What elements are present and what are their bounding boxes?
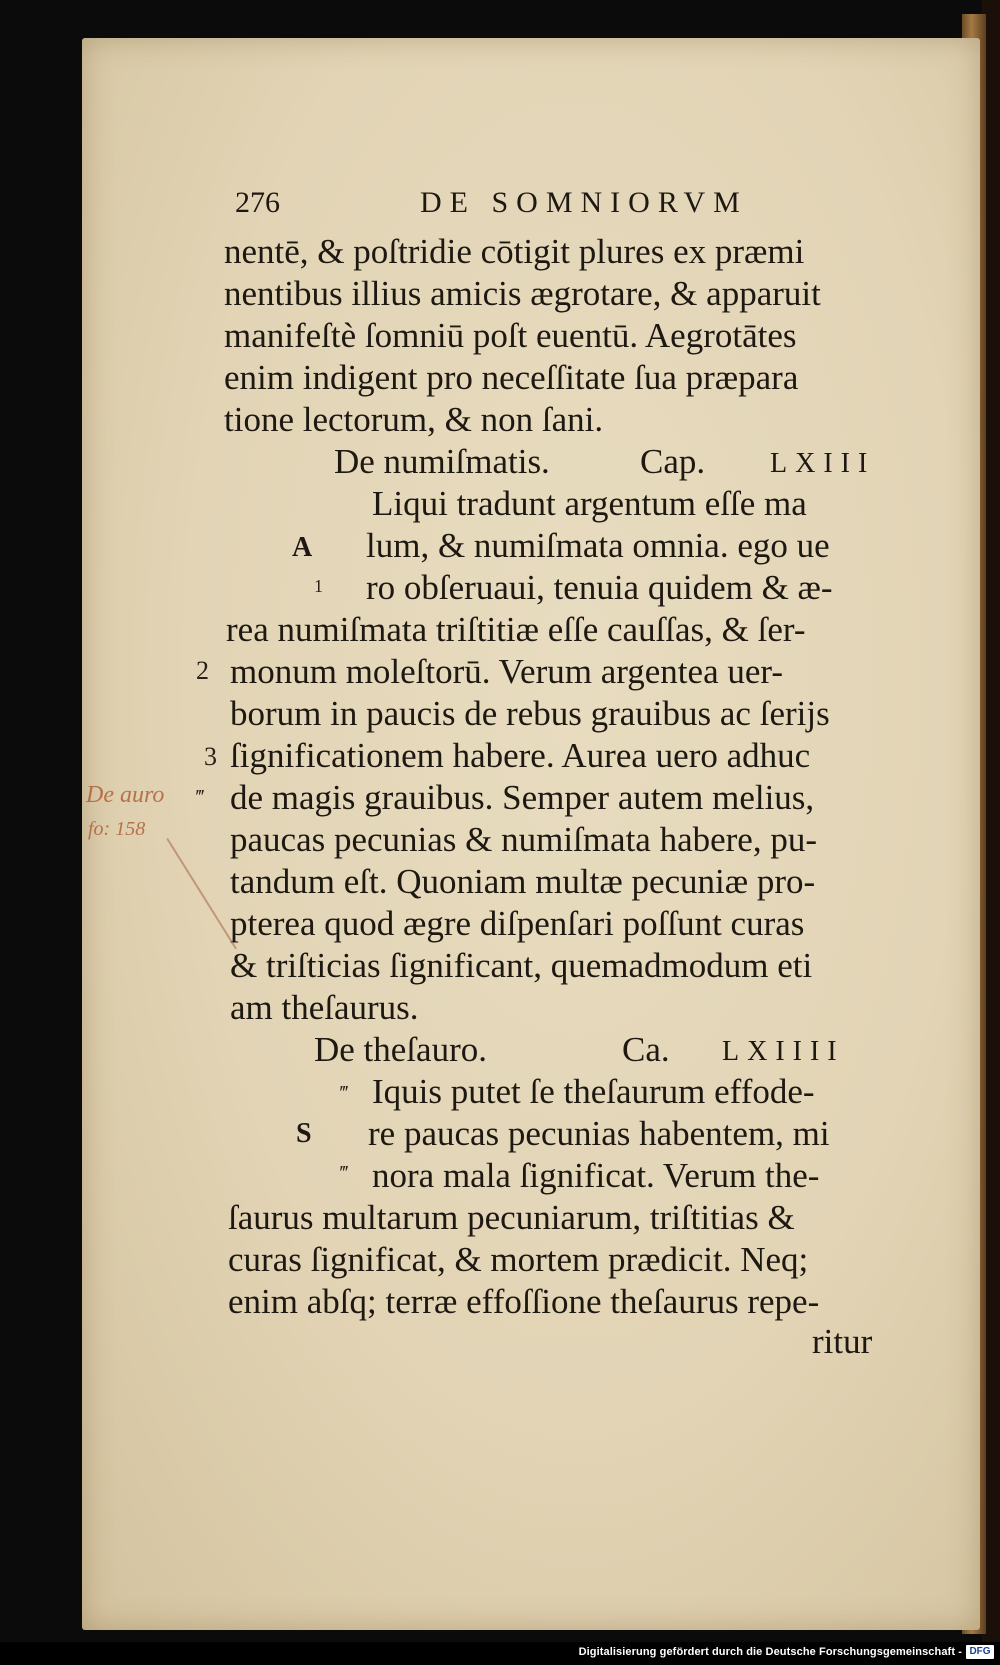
chapter-number: LXIIII bbox=[722, 1036, 845, 1067]
catchword: ritur bbox=[812, 1322, 873, 1361]
guide-letter: A bbox=[292, 532, 313, 563]
text-line: re paucas pecunias habentem, mi bbox=[368, 1114, 830, 1153]
text-line: & triſticias ſignificant, quemadmodum eti bbox=[230, 946, 813, 985]
margin-mark: 2 bbox=[196, 656, 209, 685]
guide-letter: S bbox=[296, 1118, 312, 1149]
text-line: nentē, & poſtridie cōtigit plures ex præmi bbox=[224, 232, 805, 271]
text-line: lum, & numiſmata omnia. ego ue bbox=[366, 526, 830, 565]
text-line: rea numiſmata triſtitiæ eſſe cauſſas, & ſer- bbox=[226, 610, 806, 649]
chapter-cap-label: Ca. bbox=[622, 1030, 670, 1069]
text-line: am theſaurus. bbox=[230, 988, 419, 1027]
text-line: tandum eſt. Quoniam multæ pecuniæ pro- bbox=[230, 862, 816, 901]
text-line: monum moleſtorū. Verum argentea uer- bbox=[230, 652, 783, 691]
margin-mark: ‴ bbox=[340, 1082, 349, 1104]
chapter-cap-label: Cap. bbox=[640, 442, 706, 481]
chapter-title: De numiſmatis. bbox=[334, 442, 550, 481]
text-line: pterea quod ægre diſpenſari poſſunt curas bbox=[230, 904, 805, 943]
chapter-title: De theſauro. bbox=[314, 1030, 487, 1069]
margin-mark: 1 bbox=[314, 576, 323, 596]
dfg-logo: DFG bbox=[966, 1645, 994, 1659]
text-line: manifeſtè ſomniū poſt euentū. Aegrotātes bbox=[224, 316, 797, 355]
running-head: DE SOMNIORVM bbox=[420, 186, 748, 219]
text-line: enim indigent pro neceſſitate ſua præpara bbox=[224, 358, 799, 397]
handwritten-note: fo: 158 bbox=[88, 818, 146, 840]
text-line: ſaurus multarum pecuniarum, triſtitias & bbox=[228, 1198, 795, 1237]
chapter-number: LXIII bbox=[770, 448, 876, 479]
page-number: 276 bbox=[235, 186, 280, 219]
footer-credit: Digitalisierung gefördert durch die Deutsche Forschungsgemeinschaft - bbox=[578, 1646, 962, 1658]
handwritten-note: De auro bbox=[86, 782, 165, 808]
text-line: de magis grauibus. Semper autem melius, bbox=[230, 778, 815, 817]
margin-mark: ‴ bbox=[196, 786, 205, 808]
text-line: enim abſq; terræ effoſſione theſaurus repe- bbox=[228, 1282, 820, 1321]
text-line: borum in paucis de rebus grauibus ac ſerijs bbox=[230, 694, 830, 733]
margin-mark: 3 bbox=[204, 742, 217, 771]
text-line: Iquis putet ſe theſaurum effode- bbox=[372, 1072, 815, 1111]
text-line: curas ſignificat, & mortem prædicit. Neq; bbox=[228, 1240, 809, 1279]
text-line: ſignificationem habere. Aurea uero adhuc bbox=[230, 736, 811, 775]
margin-mark: ‴ bbox=[340, 1162, 349, 1184]
text-line: ro obſeruaui, tenuia quidem & æ- bbox=[366, 568, 833, 607]
text-line: Liqui tradunt argentum eſſe ma bbox=[372, 484, 807, 523]
text-line: nentibus illius amicis ægrotare, & apparuit bbox=[224, 274, 821, 313]
text-line: tione lectorum, & non ſani. bbox=[224, 400, 604, 439]
text-line: nora mala ſignificat. Verum the- bbox=[372, 1156, 820, 1195]
text-line: paucas pecunias & numiſmata habere, pu- bbox=[230, 820, 818, 859]
